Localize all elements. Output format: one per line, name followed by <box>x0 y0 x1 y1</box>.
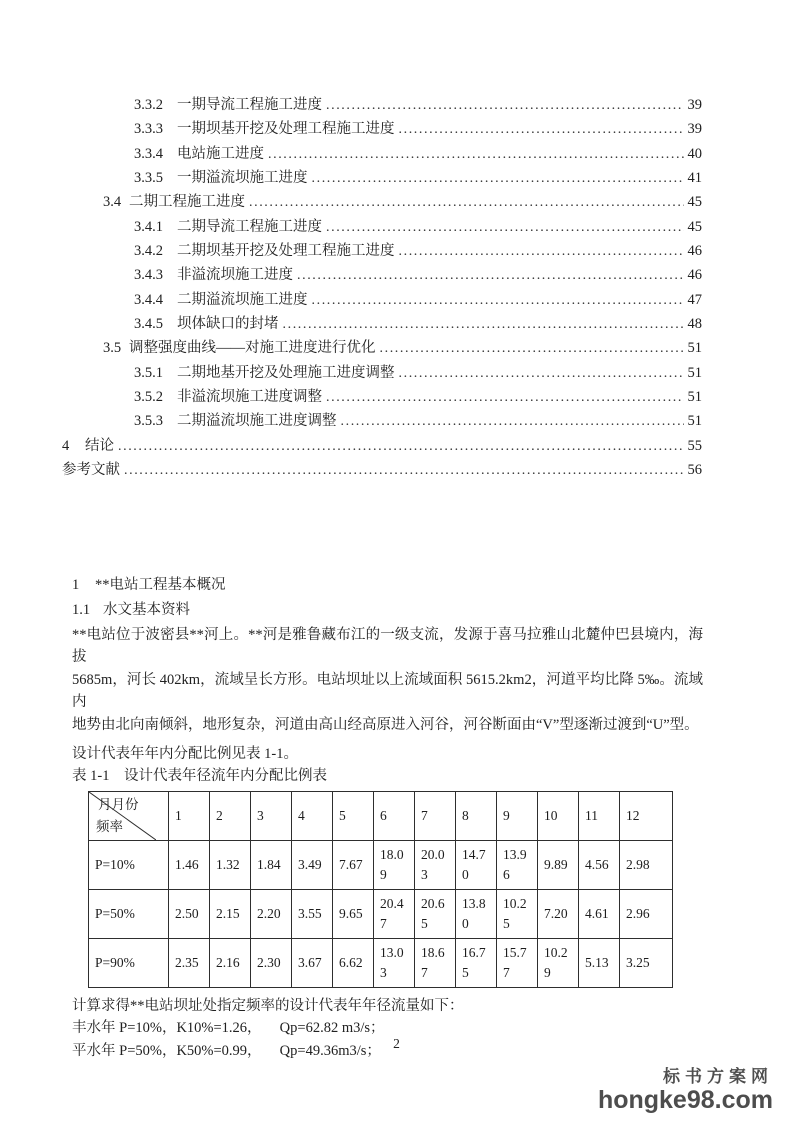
toc-leader-dots <box>283 316 684 333</box>
watermark-site-url: hongke98.com <box>597 1086 773 1114</box>
toc-entry-page: 47 <box>687 291 702 308</box>
toc-entry <box>62 142 702 166</box>
value-cell: 2.96 <box>620 889 673 938</box>
toc-entry <box>62 190 702 214</box>
toc-entry <box>62 312 702 336</box>
month-column-header: 2 <box>210 791 251 840</box>
value-cell: 2.20 <box>251 889 292 938</box>
value-cell: 10.25 <box>497 889 538 938</box>
chapter-number: 1 <box>72 577 80 593</box>
table-header-row <box>89 791 673 840</box>
toc-entry-title: 一期溢流坝施工进度 <box>177 170 308 187</box>
chapter-content <box>72 574 703 1062</box>
toc-entry <box>62 385 702 409</box>
corner-label-month: 月月份 <box>98 796 139 812</box>
value-cell: 3.25 <box>620 938 673 987</box>
value-cell: 5.13 <box>579 938 620 987</box>
toc-entry-title: 坝体缺口的封堵 <box>177 316 279 333</box>
value-cell: 18.09 <box>374 840 415 889</box>
runoff-table <box>88 791 673 988</box>
value-cell: 9.89 <box>538 840 579 889</box>
toc-leader-dots <box>312 170 684 187</box>
toc-entry-title: 一期导流工程施工进度 <box>177 97 322 113</box>
toc-entry-page: 55 <box>687 437 702 454</box>
section-title: 水文基本资料 <box>103 602 190 618</box>
toc-entry-page: 41 <box>687 170 702 187</box>
toc-entry-number: 3.3.3 <box>134 121 163 138</box>
toc-entry-number: 3.4.5 <box>134 316 163 333</box>
toc-leader-dots <box>326 97 684 114</box>
toc-leader-dots <box>326 219 684 236</box>
text-line: 计算求得**电站坝址处指定频率的设计代表年年径流量如下： <box>72 997 464 1014</box>
toc-entry-number: 3.5 <box>103 340 122 357</box>
toc-entry-page: 46 <box>687 267 702 284</box>
toc-leader-dots <box>268 146 684 163</box>
toc-entry-title: 调整强度曲线——对施工进度进行优化 <box>129 340 376 357</box>
toc-entry <box>62 288 702 312</box>
text-line: 丰水年 P=10%，K10%=1.26， Qp=62.82 m3/s； <box>72 1020 385 1037</box>
toc-entry-number: 3.4.3 <box>134 267 163 284</box>
value-cell: 1.32 <box>210 840 251 889</box>
toc-entry-title: 二期溢流坝施工进度 <box>177 291 308 308</box>
section-heading <box>72 599 703 624</box>
toc-entry-number: 3.5.1 <box>134 364 163 381</box>
toc-entry <box>62 239 702 263</box>
toc-entry-page: 48 <box>687 316 702 333</box>
toc-leader-dots <box>118 438 684 455</box>
toc-leader-dots <box>249 194 684 211</box>
row-label: P=10% <box>89 840 169 889</box>
table-caption: 表 1-1 设计代表年径流年内分配比例表 <box>72 768 327 785</box>
toc-leader-dots <box>326 389 684 406</box>
toc-entry-page: 39 <box>687 121 702 138</box>
value-cell: 20.03 <box>415 840 456 889</box>
row-label: P=50% <box>89 889 169 938</box>
value-cell: 2.35 <box>169 938 210 987</box>
toc-leader-dots <box>399 243 684 260</box>
month-column-header: 11 <box>579 791 620 840</box>
toc-entry <box>62 409 702 433</box>
toc-entry-title: 二期溢流坝施工进度调整 <box>177 413 337 430</box>
corner-label-frequency: 频率 <box>96 818 123 834</box>
paragraph-line: 地势由北向南倾斜，地形复杂，河道由高山经高原进入河谷，河谷断面由“V”型逐渐过渡到“U”型。 <box>72 716 699 733</box>
toc-entry-number: 3.3.2 <box>134 97 163 113</box>
toc-entry <box>62 166 702 190</box>
toc-entry-number: 3.3.4 <box>134 145 163 162</box>
toc-entry-page: 51 <box>687 364 702 381</box>
month-column-header: 4 <box>292 791 333 840</box>
month-column-header: 5 <box>333 791 374 840</box>
toc-entry-number: 3.4.2 <box>134 243 163 260</box>
toc-entry-title: 结论 <box>85 437 114 454</box>
value-cell: 20.47 <box>374 889 415 938</box>
paragraph-line: 5685m，河长 402km，流域呈长方形。电站坝址以上流域面积 5615.2km2，河道平均比降 5‰。流域内 <box>72 671 703 711</box>
value-cell: 7.67 <box>333 840 374 889</box>
toc-leader-dots <box>312 292 684 309</box>
toc-entry-number: 4 <box>62 437 70 454</box>
toc-entry <box>62 336 702 360</box>
toc-entry <box>62 93 702 117</box>
value-cell: 18.67 <box>415 938 456 987</box>
month-column-header: 9 <box>497 791 538 840</box>
toc-entry-title: 非溢流坝施工进度调整 <box>177 389 322 406</box>
toc-leader-dots <box>297 267 684 284</box>
value-cell: 14.70 <box>456 840 497 889</box>
value-cell: 13.03 <box>374 938 415 987</box>
value-cell: 9.65 <box>333 889 374 938</box>
month-column-header: 6 <box>374 791 415 840</box>
value-cell: 10.29 <box>538 938 579 987</box>
paragraph-line: **电站位于波密县**河上。**河是雅鲁藏布江的一级支流，发源于喜马拉雅山北麓仲巴县境内，海拔 <box>72 627 703 666</box>
value-cell: 3.49 <box>292 840 333 889</box>
toc-leader-dots <box>399 121 684 138</box>
toc-entry-page: 46 <box>687 243 702 260</box>
month-column-header: 12 <box>620 791 673 840</box>
toc-entry-page: 51 <box>687 389 702 406</box>
table-corner-cell <box>89 791 169 840</box>
value-cell: 3.55 <box>292 889 333 938</box>
toc-entry-page: 51 <box>687 413 702 430</box>
toc-entry <box>62 458 702 482</box>
toc-leader-dots <box>341 413 684 430</box>
value-cell: 2.16 <box>210 938 251 987</box>
toc-entry-title: 一期坝基开挖及处理工程施工进度 <box>177 121 395 138</box>
toc-entry-number: 3.5.2 <box>134 389 163 406</box>
month-column-header: 1 <box>169 791 210 840</box>
value-cell: 2.15 <box>210 889 251 938</box>
toc-entry-title: 二期导流工程施工进度 <box>177 218 322 235</box>
month-column-header: 8 <box>456 791 497 840</box>
toc-entry <box>62 263 702 287</box>
value-cell: 4.61 <box>579 889 620 938</box>
toc-entry-number: 3.5.3 <box>134 413 163 430</box>
toc-entry-title: 二期工程施工进度 <box>129 194 245 211</box>
toc-entry <box>62 434 702 458</box>
toc-entry-number: 3.4.1 <box>134 218 163 235</box>
table-row <box>89 938 673 987</box>
toc-leader-dots <box>380 340 684 357</box>
toc-entry <box>62 117 702 141</box>
row-label: P=90% <box>89 938 169 987</box>
month-column-header: 3 <box>251 791 292 840</box>
toc-entry-page: 40 <box>687 145 702 162</box>
toc-entry-number: 3.4 <box>103 194 122 211</box>
page-number: 2 <box>393 1036 400 1051</box>
value-cell: 3.67 <box>292 938 333 987</box>
value-cell: 2.98 <box>620 840 673 889</box>
value-cell: 20.65 <box>415 889 456 938</box>
toc-entry <box>62 215 702 239</box>
table-body <box>89 791 673 987</box>
value-cell: 6.62 <box>333 938 374 987</box>
toc-entry-title: 参考文献 <box>62 462 120 479</box>
toc <box>62 93 702 483</box>
toc-entry-title: 二期地基开挖及处理施工进度调整 <box>177 364 395 381</box>
chapter-heading <box>72 574 703 599</box>
month-column-header: 7 <box>415 791 456 840</box>
table-row <box>89 889 673 938</box>
value-cell: 1.46 <box>169 840 210 889</box>
toc-entry-page: 39 <box>687 97 702 113</box>
value-cell: 2.50 <box>169 889 210 938</box>
value-cell: 13.80 <box>456 889 497 938</box>
toc-entry-page: 51 <box>687 340 702 357</box>
hydrology-paragraph <box>72 624 703 736</box>
toc-leader-dots <box>399 365 684 382</box>
section-number: 1.1 <box>72 602 91 618</box>
toc-entry <box>62 361 702 385</box>
toc-entry-page: 45 <box>687 194 702 211</box>
chapter-title: **电站工程基本概况 <box>95 577 226 593</box>
value-cell: 1.84 <box>251 840 292 889</box>
text-line: 平水年 P=50%，K50%=0.99， Qp=49.36m3/s； <box>72 1042 381 1059</box>
value-cell: 4.56 <box>579 840 620 889</box>
month-column-header: 10 <box>538 791 579 840</box>
value-cell: 7.20 <box>538 889 579 938</box>
table-intro-text: 设计代表年年内分配比例见表 1-1。 <box>72 746 298 763</box>
watermark <box>598 1066 773 1113</box>
toc-entry-number: 3.4.4 <box>134 291 163 308</box>
watermark-site-name: 标书方案网 <box>663 1067 773 1086</box>
toc-entry-page: 56 <box>687 462 702 479</box>
toc-entry-title: 非溢流坝施工进度 <box>177 267 293 284</box>
value-cell: 13.96 <box>497 840 538 889</box>
toc-entry-number: 3.3.5 <box>134 170 163 187</box>
value-cell: 15.77 <box>497 938 538 987</box>
value-cell: 2.30 <box>251 938 292 987</box>
toc-leader-dots <box>124 462 684 479</box>
table-row <box>89 840 673 889</box>
value-cell: 16.75 <box>456 938 497 987</box>
toc-entry-title: 二期坝基开挖及处理工程施工进度 <box>177 243 395 260</box>
toc-entry-title: 电站施工进度 <box>177 145 264 162</box>
toc-entry-page: 45 <box>687 218 702 235</box>
